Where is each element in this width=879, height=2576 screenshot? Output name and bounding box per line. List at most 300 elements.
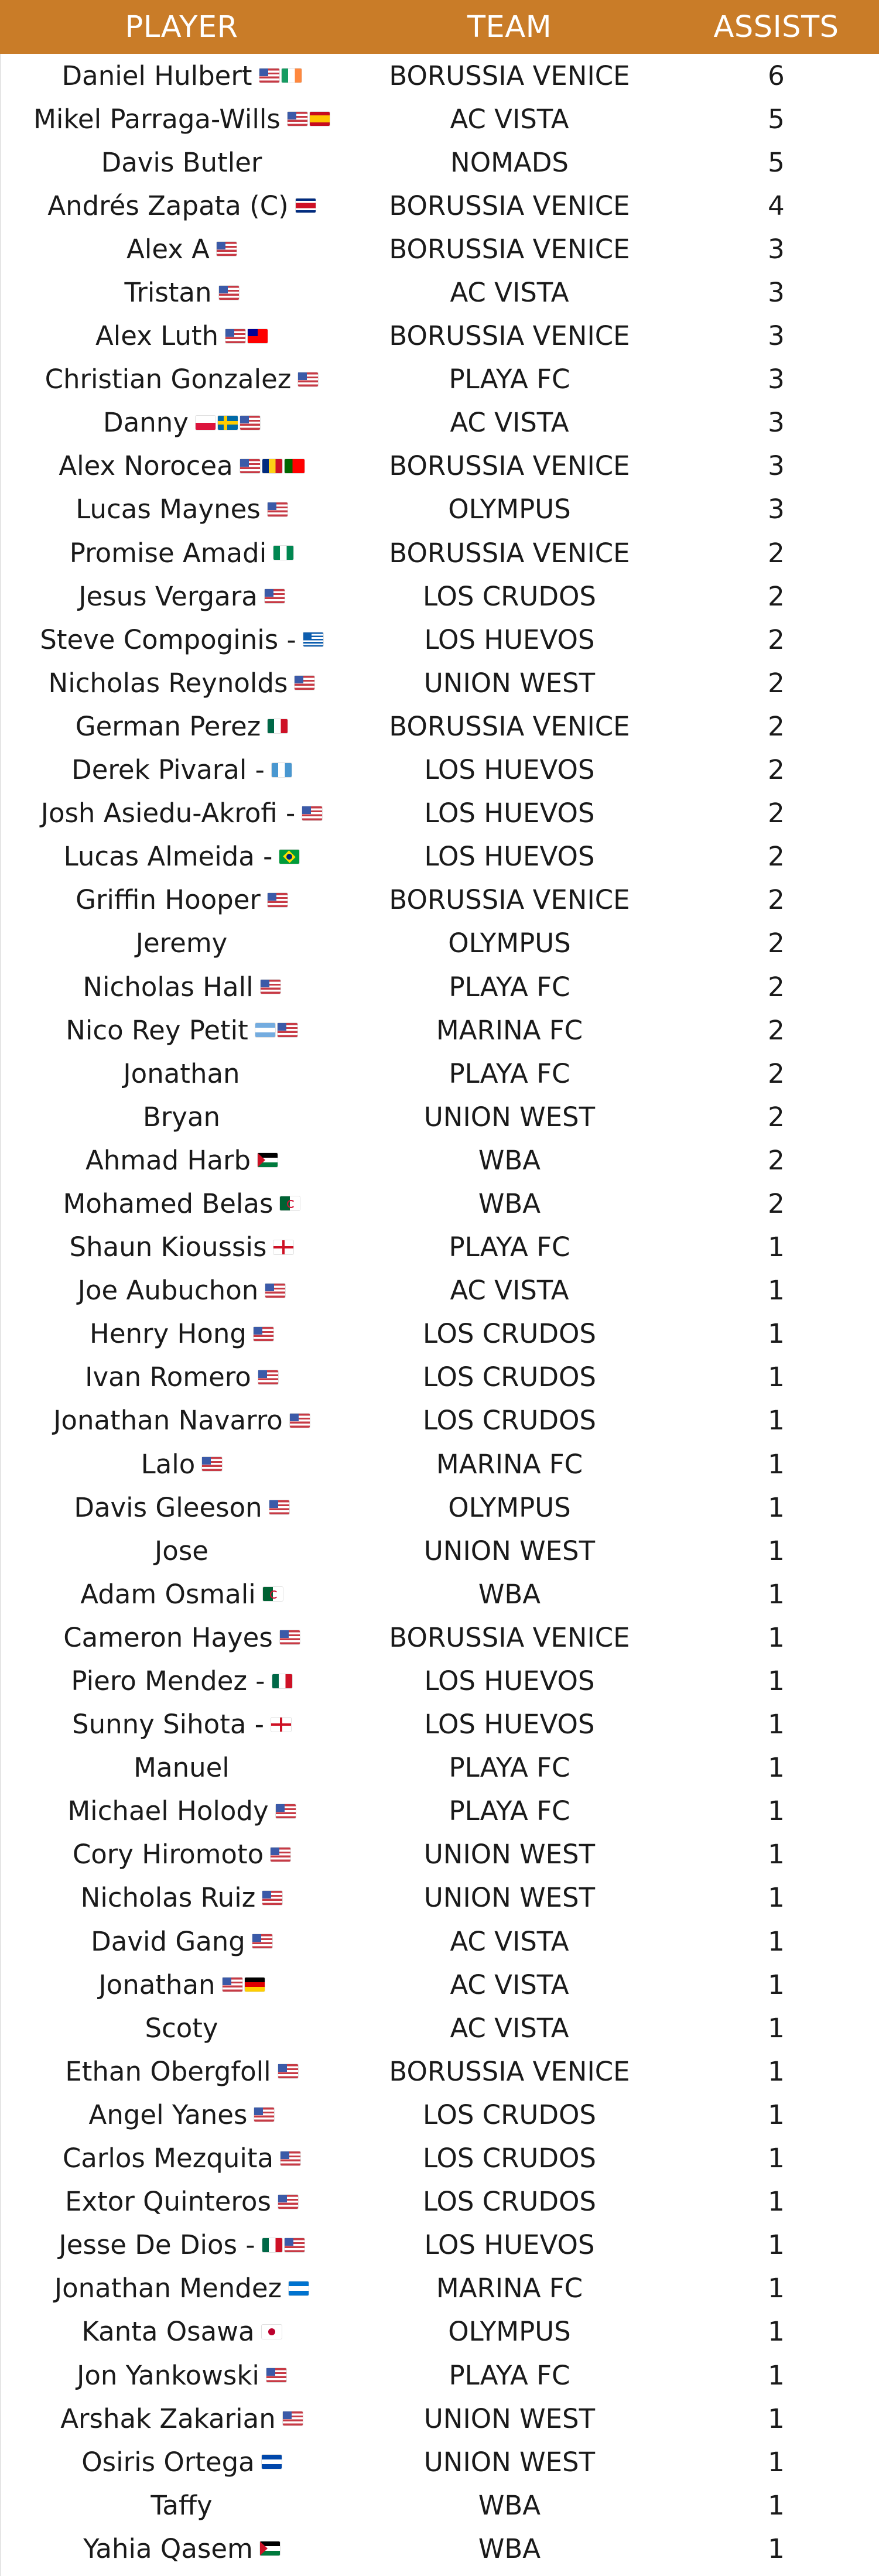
- team-cell: BORUSSIA VENICE: [389, 320, 630, 352]
- team-cell: BORUSSIA VENICE: [389, 60, 630, 91]
- player-cell: [0, 1622, 363, 1653]
- flag-el-salvador-icon: [262, 2455, 282, 2469]
- player-name: Angel Yanes: [88, 2099, 248, 2130]
- flag-spain-icon: [310, 112, 330, 126]
- table-row: [0, 401, 879, 444]
- team-cell: LOS CRUDOS: [422, 580, 596, 612]
- team-cell: AC VISTA: [450, 277, 569, 309]
- team-cell: OLYMPUS: [448, 2316, 571, 2348]
- flag-honduras-icon: [289, 2281, 309, 2296]
- player-cell: [0, 1015, 363, 1046]
- table-row: [0, 2267, 879, 2310]
- table-row: [0, 2050, 879, 2093]
- team-cell: BORUSSIA VENICE: [389, 537, 630, 569]
- header-player: PLAYER: [125, 9, 238, 45]
- player-flags: [268, 494, 288, 525]
- assists-cell: 1: [768, 1405, 785, 1436]
- player-name: Jeremy: [135, 928, 228, 959]
- table-row: [0, 141, 879, 184]
- assists-cell: 6: [768, 60, 785, 91]
- player-cell: [0, 711, 363, 742]
- table-row: [0, 792, 879, 835]
- player-cell: [0, 581, 363, 612]
- flag-usa-icon: [266, 2368, 286, 2382]
- team-cell: WBA: [478, 2489, 541, 2521]
- player-flags: [280, 1188, 300, 1219]
- player-flags: [278, 2056, 298, 2087]
- table-row: [0, 358, 879, 401]
- assists-cell: 1: [768, 2489, 785, 2521]
- player-flags: [279, 841, 299, 872]
- player-cell: [0, 2273, 363, 2304]
- player-flags: [240, 450, 305, 481]
- player-flags: [261, 971, 281, 1003]
- team-cell: OLYMPUS: [448, 1491, 571, 1523]
- team-cell: UNION WEST: [423, 1101, 596, 1133]
- player-cell: [0, 884, 363, 915]
- flag-usa-icon: [278, 1023, 297, 1037]
- table-row: [0, 878, 879, 922]
- player-name: Manuel: [134, 1752, 230, 1784]
- flag-usa-icon: [240, 416, 260, 430]
- player-cell: [0, 668, 363, 699]
- flag-usa-icon: [283, 2411, 303, 2426]
- player-flags: [302, 798, 322, 829]
- assists-cell: 1: [768, 1839, 785, 1870]
- team-cell: AC VISTA: [450, 407, 569, 439]
- team-cell: LOS CRUDOS: [422, 2099, 596, 2130]
- flag-usa-icon: [240, 459, 260, 473]
- player-flags: [225, 320, 268, 351]
- assists-cell: 1: [768, 1275, 785, 1306]
- team-cell: BORUSSIA VENICE: [389, 2055, 630, 2087]
- player-flags: [290, 1405, 310, 1436]
- table-row: [0, 1833, 879, 1876]
- player-name: Michael Holody: [67, 1795, 269, 1827]
- flag-england-icon: [273, 1240, 293, 1254]
- table-row: [0, 2180, 879, 2223]
- player-name: Jon Yankowski: [77, 2359, 259, 2391]
- table-row: [0, 835, 879, 878]
- table-row: [0, 227, 879, 271]
- player-cell: [0, 1492, 363, 1523]
- player-flags: [262, 2447, 282, 2478]
- team-cell: WBA: [478, 1578, 541, 1610]
- player-name: Christian Gonzalez: [45, 364, 292, 395]
- team-cell: MARINA FC: [436, 2273, 583, 2304]
- player-name: Scoty: [145, 2012, 218, 2044]
- player-name: Alex Luth: [95, 320, 219, 352]
- table-row: [0, 184, 879, 227]
- player-flags: [260, 2533, 280, 2564]
- flag-usa-icon: [278, 2195, 298, 2209]
- team-cell: OLYMPUS: [448, 928, 571, 959]
- player-flags: [223, 1969, 265, 2000]
- player-cell: [0, 277, 363, 308]
- player-cell: [0, 1449, 363, 1480]
- player-name: Osiris Ortega: [81, 2446, 255, 2478]
- player-name: Jesse De Dios -: [59, 2229, 255, 2261]
- player-flags: [278, 2186, 298, 2217]
- table-row: [0, 2137, 879, 2180]
- assists-cell: 1: [768, 1969, 785, 2000]
- assists-cell: 2: [768, 1144, 785, 1176]
- team-cell: OLYMPUS: [448, 494, 571, 525]
- flag-palestine-icon: [258, 1153, 278, 1167]
- table-row: [0, 922, 879, 965]
- team-cell: MARINA FC: [436, 1448, 583, 1480]
- team-cell: PLAYA FC: [449, 2359, 570, 2391]
- team-cell: LOS HUEVOS: [424, 1709, 595, 1740]
- assists-cell: 3: [768, 233, 785, 265]
- player-cell: [0, 2229, 363, 2260]
- player-flags: [276, 1795, 296, 1826]
- team-cell: WBA: [478, 1144, 541, 1176]
- table-row: [0, 1790, 879, 1833]
- player-cell: [0, 2533, 363, 2564]
- assists-cell: 3: [768, 450, 785, 482]
- player-name: Lucas Maynes: [76, 494, 261, 525]
- player-name: Nicholas Reynolds: [48, 667, 288, 699]
- player-name: German Perez: [75, 710, 261, 742]
- flag-usa-icon: [295, 676, 314, 690]
- team-cell: AC VISTA: [450, 103, 569, 135]
- flag-usa-icon: [285, 2238, 305, 2252]
- team-cell: LOS HUEVOS: [424, 798, 595, 829]
- flag-sweden-icon: [218, 416, 238, 430]
- assists-cell: 1: [768, 2533, 785, 2564]
- assists-cell: 2: [768, 537, 785, 569]
- flag-costa-rica-icon: [296, 199, 316, 213]
- flag-usa-icon: [258, 1370, 278, 1384]
- player-flags: [272, 754, 292, 785]
- flag-mexico-icon: [272, 1674, 292, 1688]
- player-flags: [280, 1622, 300, 1653]
- player-name: Davis Butler: [101, 146, 262, 178]
- assists-cell: 1: [768, 1665, 785, 1697]
- assists-cell: 1: [768, 1361, 785, 1393]
- player-cell: [0, 450, 363, 481]
- flag-usa-icon: [223, 1978, 242, 1992]
- flag-usa-icon: [269, 1500, 289, 1514]
- flag-mexico-icon: [268, 719, 288, 733]
- assists-cell: 1: [768, 1231, 785, 1263]
- flag-nigeria-icon: [273, 546, 293, 560]
- team-cell: LOS CRUDOS: [422, 1361, 596, 1393]
- player-name: Alex Norocea: [59, 450, 233, 482]
- player-flags: [265, 581, 285, 612]
- team-cell: LOS HUEVOS: [424, 2229, 595, 2261]
- player-cell: [0, 2056, 363, 2087]
- player-flags: [298, 364, 318, 395]
- flag-usa-icon: [298, 372, 318, 386]
- table-row: [0, 1356, 879, 1399]
- player-cell: [0, 2360, 363, 2391]
- player-name: Davis Gleeson: [74, 1491, 262, 1523]
- assists-cell: 5: [768, 146, 785, 178]
- player-name: Shaun Kioussis: [69, 1231, 267, 1263]
- flag-usa-icon: [252, 1934, 272, 1948]
- player-cell: [0, 1709, 363, 1740]
- assists-cell: 2: [768, 884, 785, 916]
- player-name: Jonathan: [98, 1969, 216, 2000]
- team-cell: UNION WEST: [423, 2403, 596, 2434]
- assists-cell: 3: [768, 277, 785, 309]
- flag-usa-icon: [281, 2151, 300, 2166]
- player-cell: [0, 1361, 363, 1393]
- flag-argentina-icon: [255, 1023, 275, 1037]
- player-flags: [259, 60, 302, 91]
- flag-usa-icon: [278, 2064, 298, 2078]
- player-flags: [219, 277, 239, 308]
- player-cell: [0, 2490, 363, 2521]
- player-name: David Gang: [91, 1925, 245, 1957]
- team-cell: AC VISTA: [450, 1925, 569, 1957]
- player-name: Cameron Hayes: [63, 1621, 273, 1653]
- player-flags: [271, 1839, 290, 1870]
- table-row: [0, 1876, 879, 1920]
- flag-palestine-icon: [260, 2541, 280, 2556]
- table-row: [0, 444, 879, 488]
- player-flags: [273, 538, 293, 569]
- player-flags: [196, 407, 260, 438]
- assists-cell: 2: [768, 1188, 785, 1219]
- table-row: [0, 1226, 879, 1269]
- table-row: [0, 1052, 879, 1095]
- table-row: [0, 2397, 879, 2440]
- player-flags: [296, 190, 316, 221]
- player-flags: [271, 1709, 291, 1740]
- flag-usa-icon: [268, 502, 288, 516]
- player-cell: [0, 1058, 363, 1089]
- assists-cell: 2: [768, 798, 785, 829]
- assists-cell: 1: [768, 2099, 785, 2130]
- team-cell: UNION WEST: [423, 2446, 596, 2478]
- player-flags: [281, 2143, 300, 2174]
- team-cell: WBA: [478, 2533, 541, 2564]
- assists-cell: 1: [768, 1795, 785, 1827]
- assists-cell: 3: [768, 494, 785, 525]
- player-cell: [0, 2403, 363, 2434]
- flag-usa-icon: [290, 1414, 310, 1428]
- player-cell: [0, 1926, 363, 1957]
- player-flags: [262, 1882, 282, 1913]
- player-cell: [0, 320, 363, 351]
- player-cell: [0, 1882, 363, 1913]
- assists-cell: 1: [768, 1621, 785, 1653]
- player-name: Daniel Hulbert: [61, 60, 252, 91]
- assists-cell: 3: [768, 407, 785, 439]
- player-cell: [0, 1665, 363, 1696]
- flag-greece-icon: [303, 632, 323, 646]
- table-row: [0, 2353, 879, 2397]
- assists-cell: 2: [768, 754, 785, 786]
- team-cell: BORUSSIA VENICE: [389, 710, 630, 742]
- player-name: Arshak Zakarian: [60, 2403, 276, 2434]
- player-cell: [0, 1275, 363, 1306]
- table-row: [0, 1746, 879, 1790]
- player-flags: [273, 1231, 293, 1263]
- flag-usa-icon: [302, 806, 322, 820]
- team-cell: MARINA FC: [436, 1014, 583, 1046]
- assists-cell: 1: [768, 2273, 785, 2304]
- player-name: Tristan: [124, 277, 212, 309]
- team-cell: BORUSSIA VENICE: [389, 884, 630, 916]
- assists-cell: 2: [768, 580, 785, 612]
- table-row: [0, 1963, 879, 2006]
- table-row: [0, 1920, 879, 1963]
- assists-cell: 1: [768, 2229, 785, 2261]
- table-row: [0, 1616, 879, 1659]
- team-cell: PLAYA FC: [449, 364, 570, 395]
- assists-cell: 3: [768, 320, 785, 352]
- player-flags: [303, 624, 323, 655]
- player-flags: [266, 2360, 286, 2391]
- flag-usa-icon: [288, 112, 307, 126]
- team-cell: BORUSSIA VENICE: [389, 450, 630, 482]
- flag-romania-icon: [262, 459, 282, 473]
- flag-algeria-icon: [280, 1196, 300, 1210]
- flag-usa-icon: [219, 286, 239, 300]
- table-row: [0, 1529, 879, 1572]
- player-name: Piero Mendez -: [71, 1665, 265, 1697]
- team-cell: UNION WEST: [423, 1839, 596, 1870]
- flag-usa-icon: [259, 69, 279, 83]
- assists-cell: 1: [768, 1491, 785, 1523]
- table-row: [0, 488, 879, 531]
- player-name: Lalo: [141, 1448, 196, 1480]
- player-cell: [0, 1145, 363, 1176]
- assists-cell: 1: [768, 2403, 785, 2434]
- table-row: [0, 1659, 879, 1702]
- assists-cell: 2: [768, 971, 785, 1003]
- team-cell: LOS CRUDOS: [422, 2143, 596, 2174]
- table-row: [0, 2440, 879, 2483]
- assists-cell: 1: [768, 1578, 785, 1610]
- player-name: Nicholas Ruiz: [80, 1882, 256, 1914]
- assists-cell: 1: [768, 1318, 785, 1350]
- player-cell: [0, 2316, 363, 2347]
- player-cell: [0, 1579, 363, 1610]
- assists-cell: 2: [768, 624, 785, 655]
- table-row: [0, 1138, 879, 1182]
- team-cell: PLAYA FC: [449, 1752, 570, 1784]
- player-cell: [0, 2447, 363, 2478]
- table-row: [0, 965, 879, 1008]
- table-row: [0, 2483, 879, 2527]
- assists-cell: 1: [768, 2143, 785, 2174]
- player-flags: [254, 1318, 273, 1349]
- flag-usa-icon: [217, 242, 237, 256]
- player-flags: [289, 2273, 309, 2304]
- assists-cell: 1: [768, 2055, 785, 2087]
- team-cell: UNION WEST: [423, 1535, 596, 1566]
- player-flags: [252, 1926, 272, 1957]
- player-name: Steve Compoginis -: [40, 624, 296, 655]
- player-name: Derek Pivaral -: [71, 754, 265, 786]
- team-cell: AC VISTA: [450, 2012, 569, 2044]
- player-flags: [268, 884, 288, 915]
- player-name: Jesus Vergara: [78, 580, 258, 612]
- player-cell: [0, 1969, 363, 2000]
- team-cell: LOS HUEVOS: [424, 841, 595, 873]
- flag-usa-icon: [268, 893, 288, 907]
- player-name: Extor Quinteros: [65, 2186, 271, 2218]
- player-cell: [0, 2143, 363, 2174]
- player-flags: [262, 2229, 305, 2260]
- table-row: [0, 531, 879, 574]
- player-name: Promise Amadi: [69, 537, 267, 569]
- player-name: Lucas Almeida -: [63, 841, 273, 873]
- assists-cell: 1: [768, 1882, 785, 1914]
- player-cell: [0, 2099, 363, 2130]
- team-cell: BORUSSIA VENICE: [389, 233, 630, 265]
- player-cell: [0, 234, 363, 265]
- table-row: [0, 2006, 879, 2050]
- player-cell: [0, 624, 363, 655]
- team-cell: PLAYA FC: [449, 1231, 570, 1263]
- player-flags: [254, 2099, 274, 2130]
- player-name: Josh Asiedu-Akrofi -: [40, 798, 296, 829]
- player-cell: [0, 1752, 363, 1783]
- assists-cell: 1: [768, 2186, 785, 2218]
- flag-usa-icon: [271, 1848, 290, 1862]
- team-cell: LOS CRUDOS: [422, 2186, 596, 2218]
- flag-usa-icon: [225, 329, 245, 343]
- player-cell: [0, 1535, 363, 1566]
- team-cell: BORUSSIA VENICE: [389, 1621, 630, 1653]
- flag-usa-icon: [254, 1327, 273, 1341]
- table-row: [0, 704, 879, 748]
- player-flags: [258, 1361, 278, 1393]
- flag-portugal-icon: [285, 459, 305, 473]
- player-cell: [0, 2013, 363, 2044]
- table-row: [0, 2223, 879, 2267]
- assists-cell: 4: [768, 190, 785, 221]
- player-flags: [272, 1665, 292, 1696]
- player-flags: [258, 1145, 278, 1176]
- table-row: [0, 1008, 879, 1052]
- player-cell: [0, 798, 363, 829]
- player-name: Nicholas Hall: [83, 971, 254, 1003]
- table-row: [0, 618, 879, 661]
- player-cell: [0, 364, 363, 395]
- table-row: [0, 2093, 879, 2136]
- player-cell: [0, 494, 363, 525]
- table-body: [0, 54, 879, 2570]
- player-name: Andrés Zapata (C): [47, 190, 289, 221]
- assists-cell: 2: [768, 710, 785, 742]
- assists-cell: 2: [768, 1014, 785, 1046]
- player-flags: [217, 234, 237, 265]
- team-cell: PLAYA FC: [449, 1058, 570, 1089]
- flag-taiwan-icon: [248, 329, 268, 343]
- table-row: [0, 1182, 879, 1225]
- player-cell: [0, 1795, 363, 1826]
- player-name: Jose: [155, 1535, 208, 1566]
- flag-algeria-icon: [263, 1587, 283, 1601]
- player-cell: [0, 2186, 363, 2217]
- player-name: Adam Osmali: [80, 1578, 256, 1610]
- player-name: Bryan: [142, 1101, 221, 1133]
- player-cell: [0, 538, 363, 569]
- player-name: Kanta Osawa: [81, 2316, 255, 2348]
- player-flags: [263, 1579, 283, 1610]
- player-cell: [0, 754, 363, 785]
- player-name: Ahmad Harb: [85, 1144, 251, 1176]
- header-assists: ASSISTS: [713, 9, 839, 45]
- player-cell: [0, 1188, 363, 1219]
